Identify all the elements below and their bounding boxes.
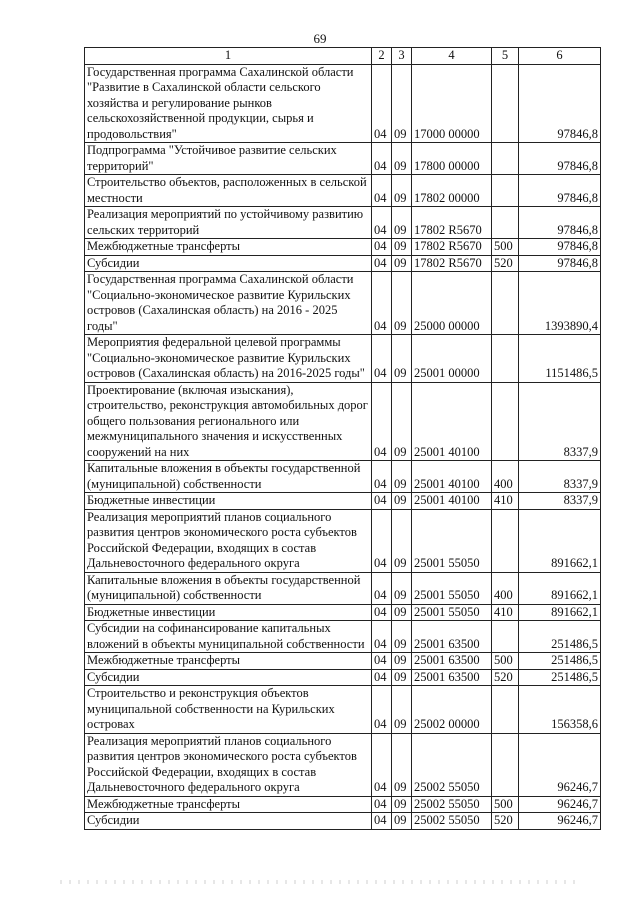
item-name-cell: Государственная программа Сахалинской области "Социально-экономическое развитие Курильских островов (Сахалинская область) на 2016 - 2025 годы"	[85, 272, 372, 335]
target-article-cell: 17000 00000	[412, 64, 492, 143]
item-name-cell: Строительство и реконструкция объектов муниципальной собственности на Курильских островах	[85, 686, 372, 734]
subsection-code-cell: 09	[392, 335, 412, 383]
amount-cell: 251486,5	[519, 621, 601, 653]
amount-cell: 891662,1	[519, 572, 601, 604]
expense-type-cell	[492, 175, 519, 207]
table-row	[85, 175, 601, 207]
section-code-cell: 04	[372, 255, 392, 272]
amount-cell: 156358,6	[519, 686, 601, 734]
subsection-code-cell: 09	[392, 653, 412, 670]
amount-cell: 251486,5	[519, 653, 601, 670]
amount-cell: 1151486,5	[519, 335, 601, 383]
item-name-cell: Субсидии на софинансирование капитальных вложений в объекты муниципальной собственности	[85, 621, 372, 653]
section-code-cell: 04	[372, 461, 392, 493]
target-article-cell: 25002 55050	[412, 733, 492, 796]
target-article-cell: 25001 55050	[412, 604, 492, 621]
subsection-code-cell: 09	[392, 509, 412, 572]
table-row	[85, 813, 601, 830]
amount-cell: 96246,7	[519, 813, 601, 830]
section-code-cell: 04	[372, 509, 392, 572]
table-row	[85, 335, 601, 383]
expense-type-cell: 520	[492, 669, 519, 686]
amount-cell: 1393890,4	[519, 272, 601, 335]
subsection-code-cell: 09	[392, 813, 412, 830]
target-article-cell: 17802 R5670	[412, 207, 492, 239]
column-header: 1	[85, 48, 372, 65]
expense-type-cell	[492, 382, 519, 461]
item-name-cell: Подпрограмма "Устойчивое развитие сельских территорий"	[85, 143, 372, 175]
section-code-cell: 04	[372, 382, 392, 461]
table-row	[85, 572, 601, 604]
expense-type-cell	[492, 335, 519, 383]
item-name-cell: Субсидии	[85, 255, 372, 272]
expense-type-cell: 500	[492, 796, 519, 813]
target-article-cell: 25002 55050	[412, 813, 492, 830]
item-name-cell: Капитальные вложения в объекты государственной (муниципальной) собственности	[85, 461, 372, 493]
target-article-cell: 17802 R5670	[412, 255, 492, 272]
subsection-code-cell: 09	[392, 255, 412, 272]
target-article-cell: 17800 00000	[412, 143, 492, 175]
subsection-code-cell: 09	[392, 493, 412, 510]
subsection-code-cell: 09	[392, 796, 412, 813]
subsection-code-cell: 09	[392, 733, 412, 796]
expense-type-cell	[492, 509, 519, 572]
section-code-cell: 04	[372, 175, 392, 207]
item-name-cell: Мероприятия федеральной целевой программы "Социально-экономическое развитие Курильских островов (Сахалинская область) на 2016-2025 годы"	[85, 335, 372, 383]
item-name-cell: Межбюджетные трансферты	[85, 796, 372, 813]
table-row	[85, 207, 601, 239]
table-row	[85, 621, 601, 653]
target-article-cell: 25001 00000	[412, 335, 492, 383]
target-article-cell: 25001 63500	[412, 669, 492, 686]
section-code-cell: 04	[372, 621, 392, 653]
amount-cell: 96246,7	[519, 733, 601, 796]
section-code-cell: 04	[372, 572, 392, 604]
section-code-cell: 04	[372, 143, 392, 175]
subsection-code-cell: 09	[392, 686, 412, 734]
item-name-cell: Государственная программа Сахалинской области "Развитие в Сахалинской области сельского хозяйства и регулирование рынков сельскохозяйственной продукции, сырья и продовольствия"	[85, 64, 372, 143]
table-row	[85, 382, 601, 461]
expense-type-cell: 400	[492, 461, 519, 493]
expense-type-cell	[492, 686, 519, 734]
item-name-cell: Субсидии	[85, 813, 372, 830]
table-row	[85, 653, 601, 670]
section-code-cell: 04	[372, 207, 392, 239]
page-number: 69	[313, 31, 327, 46]
subsection-code-cell: 09	[392, 621, 412, 653]
expense-type-cell: 520	[492, 255, 519, 272]
table-row	[85, 733, 601, 796]
section-code-cell: 04	[372, 64, 392, 143]
item-name-cell: Субсидии	[85, 669, 372, 686]
item-name-cell: Реализация мероприятий по устойчивому развитию сельских территорий	[85, 207, 372, 239]
expense-type-cell: 410	[492, 604, 519, 621]
expense-type-cell	[492, 733, 519, 796]
table-row	[85, 143, 601, 175]
column-header: 5	[492, 48, 519, 65]
section-code-cell: 04	[372, 813, 392, 830]
table-row	[85, 255, 601, 272]
item-name-cell: Бюджетные инвестиции	[85, 604, 372, 621]
expense-type-cell: 520	[492, 813, 519, 830]
table-row	[85, 272, 601, 335]
subsection-code-cell: 09	[392, 64, 412, 143]
target-article-cell: 25001 55050	[412, 572, 492, 604]
subsection-code-cell: 09	[392, 207, 412, 239]
amount-cell: 96246,7	[519, 796, 601, 813]
expense-type-cell	[492, 621, 519, 653]
section-code-cell: 04	[372, 604, 392, 621]
target-article-cell: 17802 00000	[412, 175, 492, 207]
scan-noise	[60, 880, 580, 884]
subsection-code-cell: 09	[392, 239, 412, 256]
amount-cell: 891662,1	[519, 604, 601, 621]
table-row	[85, 669, 601, 686]
target-article-cell: 25001 63500	[412, 653, 492, 670]
section-code-cell: 04	[372, 653, 392, 670]
item-name-cell: Межбюджетные трансферты	[85, 653, 372, 670]
expense-type-cell	[492, 207, 519, 239]
target-article-cell: 17802 R5670	[412, 239, 492, 256]
table-row	[85, 796, 601, 813]
column-header: 4	[412, 48, 492, 65]
item-name-cell: Проектирование (включая изыскания), строительство, реконструкция автомобильных дорог общего пользования регионального или межмуниципального значения и искусственных сооружений на них	[85, 382, 372, 461]
amount-cell: 97846,8	[519, 175, 601, 207]
amount-cell: 8337,9	[519, 382, 601, 461]
target-article-cell: 25002 55050	[412, 796, 492, 813]
section-code-cell: 04	[372, 272, 392, 335]
item-name-cell: Реализация мероприятий планов социального развития центров экономического роста субъектов Российской Федерации, входящих в состав Дальневосточного федерального округа	[85, 733, 372, 796]
table-row	[85, 604, 601, 621]
target-article-cell: 25001 40100	[412, 382, 492, 461]
amount-cell: 251486,5	[519, 669, 601, 686]
table-body	[85, 48, 601, 830]
section-code-cell: 04	[372, 239, 392, 256]
target-article-cell: 25000 00000	[412, 272, 492, 335]
column-header: 2	[372, 48, 392, 65]
section-code-cell: 04	[372, 493, 392, 510]
target-article-cell: 25002 00000	[412, 686, 492, 734]
section-code-cell: 04	[372, 686, 392, 734]
item-name-cell: Межбюджетные трансферты	[85, 239, 372, 256]
target-article-cell: 25001 40100	[412, 461, 492, 493]
expense-type-cell: 410	[492, 493, 519, 510]
item-name-cell: Реализация мероприятий планов социального развития центров экономического роста субъектов Российской Федерации, входящих в состав Дальневосточного федерального округа	[85, 509, 372, 572]
table-header-row	[85, 48, 601, 65]
item-name-cell: Капитальные вложения в объекты государственной (муниципальной) собственности	[85, 572, 372, 604]
subsection-code-cell: 09	[392, 175, 412, 207]
amount-cell: 97846,8	[519, 143, 601, 175]
expense-type-cell: 400	[492, 572, 519, 604]
subsection-code-cell: 09	[392, 382, 412, 461]
target-article-cell: 25001 40100	[412, 493, 492, 510]
amount-cell: 97846,8	[519, 207, 601, 239]
item-name-cell: Строительство объектов, расположенных в сельской местности	[85, 175, 372, 207]
target-article-cell: 25001 55050	[412, 509, 492, 572]
budget-table	[84, 47, 601, 830]
section-code-cell: 04	[372, 669, 392, 686]
subsection-code-cell: 09	[392, 572, 412, 604]
expense-type-cell: 500	[492, 653, 519, 670]
table-row	[85, 686, 601, 734]
subsection-code-cell: 09	[392, 272, 412, 335]
column-header: 3	[392, 48, 412, 65]
subsection-code-cell: 09	[392, 461, 412, 493]
amount-cell: 97846,8	[519, 255, 601, 272]
table-row	[85, 493, 601, 510]
column-header: 6	[519, 48, 601, 65]
target-article-cell: 25001 63500	[412, 621, 492, 653]
amount-cell: 97846,8	[519, 64, 601, 143]
table-row	[85, 509, 601, 572]
section-code-cell: 04	[372, 796, 392, 813]
subsection-code-cell: 09	[392, 143, 412, 175]
amount-cell: 891662,1	[519, 509, 601, 572]
table-row	[85, 461, 601, 493]
table-row	[85, 239, 601, 256]
expense-type-cell	[492, 64, 519, 143]
subsection-code-cell: 09	[392, 604, 412, 621]
expense-type-cell	[492, 272, 519, 335]
section-code-cell: 04	[372, 335, 392, 383]
amount-cell: 8337,9	[519, 493, 601, 510]
expense-type-cell: 500	[492, 239, 519, 256]
section-code-cell: 04	[372, 733, 392, 796]
amount-cell: 97846,8	[519, 239, 601, 256]
item-name-cell: Бюджетные инвестиции	[85, 493, 372, 510]
expense-type-cell	[492, 143, 519, 175]
amount-cell: 8337,9	[519, 461, 601, 493]
subsection-code-cell: 09	[392, 669, 412, 686]
table-row	[85, 64, 601, 143]
